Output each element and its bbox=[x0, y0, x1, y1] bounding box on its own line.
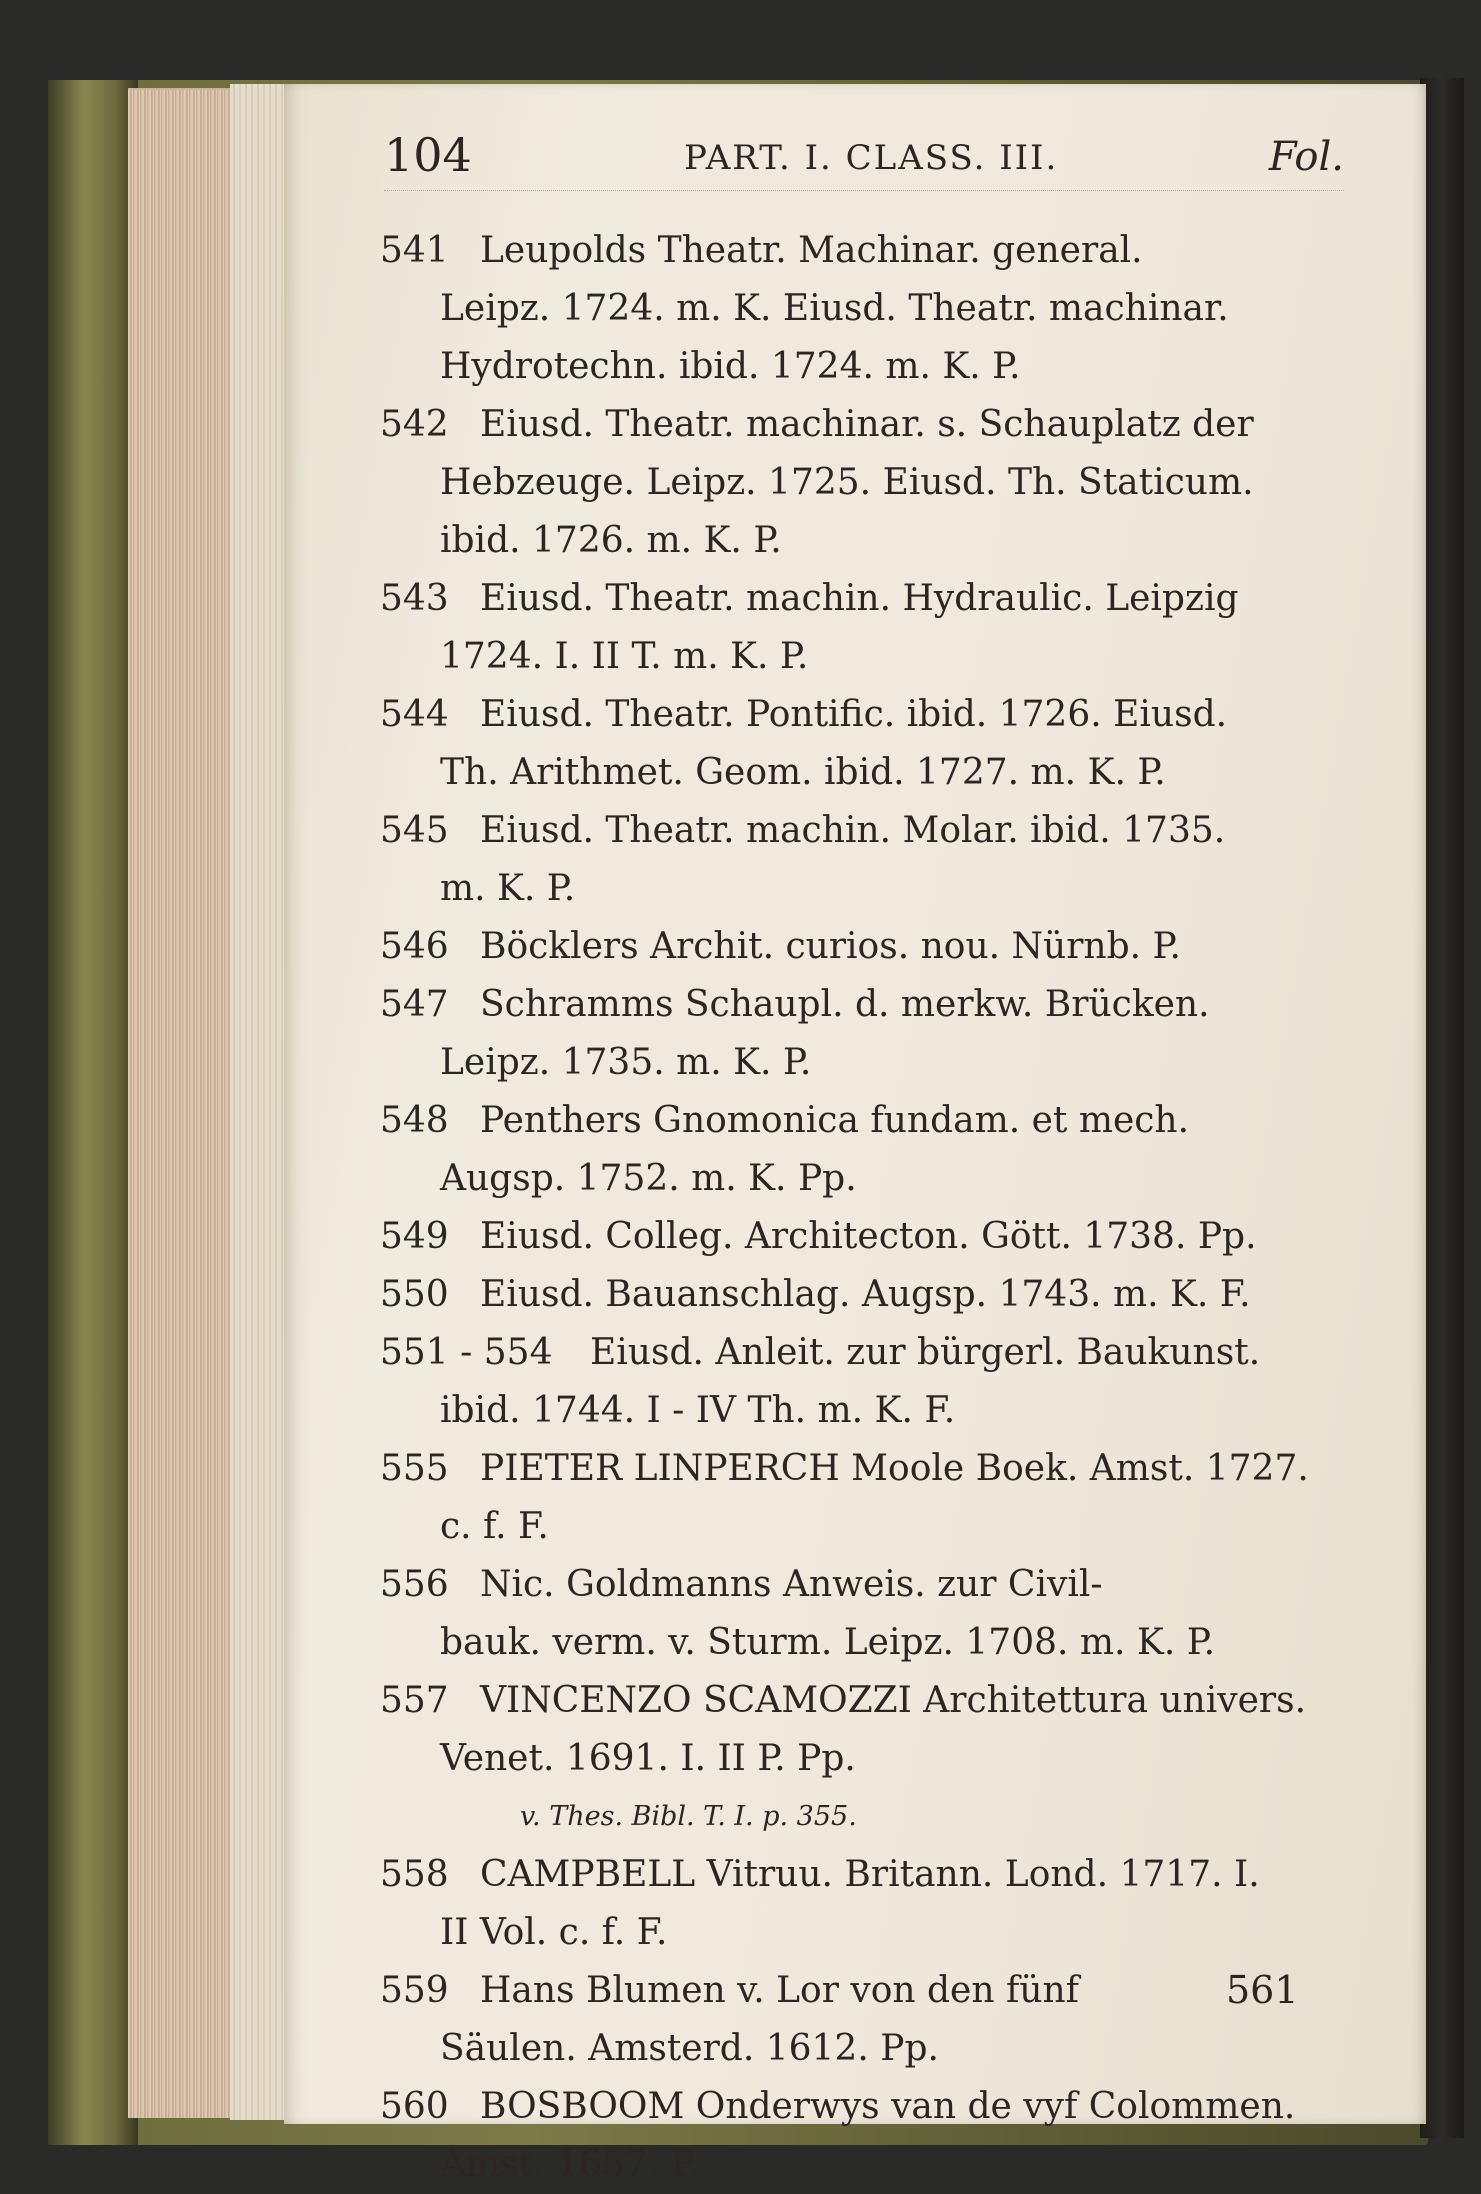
entry-line: Leipz. 1735. m. K. P. bbox=[440, 1042, 812, 1083]
catalog-entries bbox=[380, 222, 1340, 2194]
entry-number: 549 bbox=[380, 1216, 449, 1257]
catalog-entry bbox=[380, 976, 1340, 1092]
entry-line: ibid. 1726. m. K. P. bbox=[440, 520, 782, 561]
entry-line: ibid. 1744. I - IV Th. m. K. F. bbox=[440, 1390, 956, 1431]
entry-line: Eiusd. Colleg. Architecton. Gött. 1738. Pp. bbox=[480, 1216, 1257, 1257]
entry-number: 543 bbox=[380, 578, 449, 619]
entry-number: 546 bbox=[380, 926, 449, 967]
entry-line: Eiusd. Theatr. Pontific. ibid. 1726. Eiusd. bbox=[480, 694, 1228, 735]
entry-line: Böcklers Archit. curios. nou. Nürnb. P. bbox=[480, 926, 1181, 967]
entry-number: 558 bbox=[380, 1854, 449, 1895]
catalog-entry bbox=[380, 1440, 1340, 1556]
catalog-entry bbox=[380, 1324, 1340, 1440]
entry-number: 557 bbox=[380, 1680, 449, 1721]
header-rule bbox=[384, 190, 1344, 191]
entry-number: 559 bbox=[380, 1970, 449, 2011]
page-edges-inner bbox=[230, 84, 286, 2120]
entry-line: PIETER LINPERCH Moole Boek. Amst. 1727. bbox=[480, 1448, 1309, 1489]
catchword: 561 bbox=[1226, 1968, 1299, 2012]
entry-note: v. Thes. Bibl. T. I. p. 355. bbox=[520, 1801, 857, 1832]
catalog-entry bbox=[380, 1266, 1340, 1324]
entry-line: Hans Blumen v. Lor von den fünf bbox=[480, 1970, 1080, 2011]
entry-number: 551 - 554 bbox=[380, 1332, 553, 1373]
entry-line: Eiusd. Bauanschlag. Augsp. 1743. m. K. F. bbox=[480, 1274, 1251, 1315]
entry-line: Nic. Goldmanns Anweis. zur Civil- bbox=[480, 1564, 1103, 1605]
page-number: 104 bbox=[384, 128, 472, 182]
entry-line: 1724. I. II T. m. K. P. bbox=[440, 636, 809, 677]
catalog-entry bbox=[380, 1672, 1340, 1846]
entry-number: 542 bbox=[380, 404, 449, 445]
catalog-entry bbox=[380, 802, 1340, 918]
entry-line: Eiusd. Theatr. machinar. s. Schauplatz der bbox=[480, 404, 1254, 445]
entry-line: bauk. verm. v. Sturm. Leipz. 1708. m. K. P. bbox=[440, 1622, 1216, 1663]
entry-line: Amst. 1657. P. bbox=[440, 2144, 699, 2185]
format-label: Fol. bbox=[1268, 134, 1344, 180]
entry-line: Augsp. 1752. m. K. Pp. bbox=[440, 1158, 857, 1199]
running-header bbox=[384, 128, 1344, 188]
entry-line: Eiusd. Anleit. zur bürgerl. Baukunst. bbox=[590, 1332, 1261, 1373]
entry-number: 547 bbox=[380, 984, 449, 1025]
catalog-entry bbox=[380, 918, 1340, 976]
entry-line: CAMPBELL Vitruu. Britann. Lond. 1717. I. bbox=[480, 1854, 1260, 1895]
entry-line: Venet. 1691. I. II P. Pp. bbox=[440, 1738, 856, 1779]
catalog-entry bbox=[380, 222, 1340, 396]
entry-line: Hydrotechn. ibid. 1724. m. K. P. bbox=[440, 346, 1021, 387]
catalog-entry bbox=[380, 1092, 1340, 1208]
entry-number: 541 bbox=[380, 230, 449, 271]
catalog-entry bbox=[380, 1846, 1340, 1962]
entry-line: Eiusd. Theatr. machin. Molar. ibid. 1735. bbox=[480, 810, 1226, 851]
entry-line: Säulen. Amsterd. 1612. Pp. bbox=[440, 2028, 939, 2069]
entry-line: Leupolds Theatr. Machinar. general. bbox=[480, 230, 1143, 271]
entry-line: Schramms Schaupl. d. merkw. Brücken. bbox=[480, 984, 1210, 1025]
entry-line: Th. Arithmet. Geom. ibid. 1727. m. K. P. bbox=[440, 752, 1166, 793]
catalog-entry bbox=[380, 570, 1340, 686]
section-title: PART. I. CLASS. III. bbox=[684, 138, 1059, 178]
facing-page-shadow bbox=[1420, 78, 1464, 2138]
entry-line: VINCENZO SCAMOZZI Architettura univers. bbox=[480, 1680, 1307, 1721]
book-spine-edge bbox=[48, 80, 138, 2145]
entry-line: c. f. F. bbox=[440, 1506, 549, 1547]
catalog-entry bbox=[380, 686, 1340, 802]
entry-number: 550 bbox=[380, 1274, 449, 1315]
entry-line: Penthers Gnomonica fundam. et mech. bbox=[480, 1100, 1190, 1141]
catalog-entry bbox=[380, 1556, 1340, 1672]
entry-line: Eiusd. Theatr. machin. Hydraulic. Leipzig bbox=[480, 578, 1239, 619]
catalog-entry bbox=[380, 396, 1340, 570]
entry-line: II Vol. c. f. F. bbox=[440, 1912, 668, 1953]
entry-line: m. K. P. bbox=[440, 868, 576, 909]
entry-line: Hebzeuge. Leipz. 1725. Eiusd. Th. Staticum. bbox=[440, 462, 1254, 503]
catalog-entry bbox=[380, 1208, 1340, 1266]
entry-line: Leipz. 1724. m. K. Eiusd. Theatr. machinar. bbox=[440, 288, 1229, 329]
entry-number: 555 bbox=[380, 1448, 449, 1489]
catalog-entry bbox=[380, 2078, 1340, 2194]
entry-number: 544 bbox=[380, 694, 449, 735]
entry-line: BOSBOOM Onderwys van de vyf Colommen. bbox=[480, 2086, 1296, 2127]
entry-number: 548 bbox=[380, 1100, 449, 1141]
entry-number: 560 bbox=[380, 2086, 449, 2127]
catalog-entry bbox=[380, 1962, 1340, 2078]
entry-number: 545 bbox=[380, 810, 449, 851]
entry-number: 556 bbox=[380, 1564, 449, 1605]
